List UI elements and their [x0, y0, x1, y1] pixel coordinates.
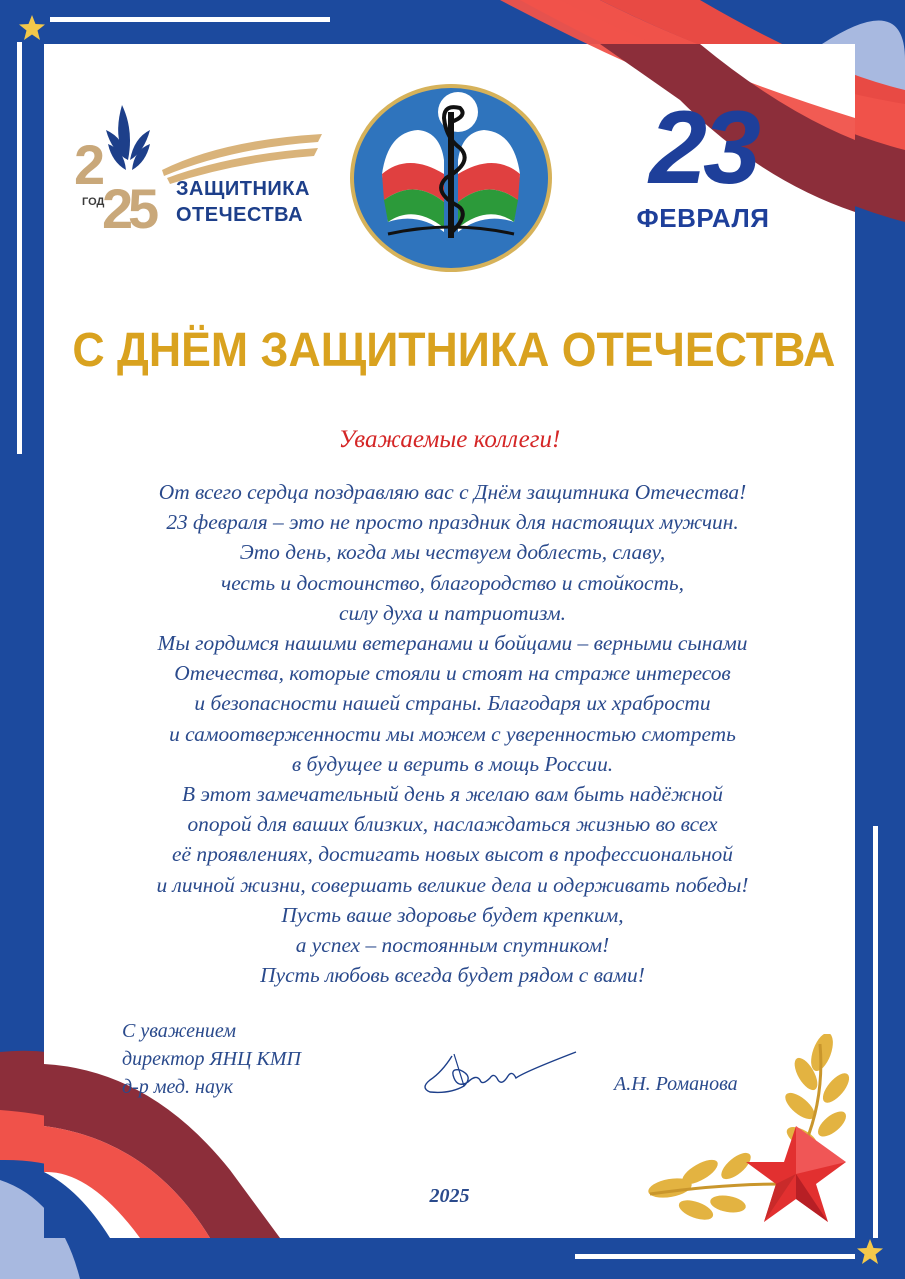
body-line: 23 февраля – это не просто праздник для настоящих мужчин.: [166, 510, 739, 535]
body-line: а успех – постоянным спутником!: [295, 933, 610, 958]
greeting-line: Уважаемые коллеги!: [338, 426, 561, 453]
body-line: опорой для ваших близких, наслаждаться жизнью во всех: [187, 812, 718, 837]
body-line: Отечества, которые стояли и стоят на страже интересов: [174, 661, 731, 686]
star-icon: [856, 1238, 884, 1266]
handwritten-signature: [420, 1046, 580, 1098]
year-of-defender-logo: [72, 100, 332, 240]
logo-line2: ОТЕЧЕСТВА: [176, 204, 304, 226]
svg-text:5: 5: [128, 177, 160, 240]
body-line: честь и достоинство, благородство и стойкость,: [220, 570, 685, 595]
institute-emblem: [348, 82, 554, 274]
signer-name: А.Н. Романова: [614, 1073, 738, 1095]
body-line: её проявлениях, достигать новых высот в профессиональной: [172, 842, 733, 867]
body-line: и безопасности нашей страны. Благодаря их храбрости: [194, 691, 711, 716]
body-line: От всего сердца поздравляю вас с Днём защитника Отечества!: [158, 480, 747, 504]
page-title: С ДНЁМ ЗАЩИТНИКА ОТЕЧЕСТВА: [72, 324, 836, 377]
body-line: Пусть любовь всегда будет рядом с вами!: [260, 963, 645, 988]
logo-line1: ЗАЩИТНИКА: [176, 178, 310, 200]
body-line: и личной жизни, совершать великие дела и одерживать победы!: [156, 872, 749, 897]
svg-text:2: 2: [102, 177, 134, 240]
signature-block: [122, 1017, 301, 1101]
body-line: В этот замечательный день я желаю вам быть надёжной: [182, 782, 723, 807]
svg-text:2: 2: [74, 133, 106, 196]
date-month: ФЕВРАЛЯ: [636, 203, 770, 233]
signature-regards: С уважением: [122, 1020, 237, 1042]
body-line: Мы гордимся нашими ветеранами и бойцами – верными сынами: [157, 631, 748, 656]
body-line: Это день, когда мы чествуем доблесть, славу,: [239, 540, 666, 565]
logo-god-label: ГОД: [82, 196, 105, 208]
star-icon: [18, 14, 46, 42]
body-line: Пусть ваше здоровье будет крепким,: [281, 902, 624, 927]
year-label: 2025: [429, 1185, 470, 1207]
body-line: в будущее и верить в мощь России.: [291, 751, 614, 776]
body-line: и самоотверженности мы можем с уверенностью смотреть: [169, 721, 736, 746]
greeting-body: [60, 477, 845, 990]
date-day: 23: [649, 90, 757, 206]
signature-position: директор ЯНЦ КМП: [122, 1048, 301, 1070]
signature-degree: д-р мед. наук: [122, 1076, 233, 1098]
body-line: силу духа и патриотизм.: [338, 600, 566, 625]
